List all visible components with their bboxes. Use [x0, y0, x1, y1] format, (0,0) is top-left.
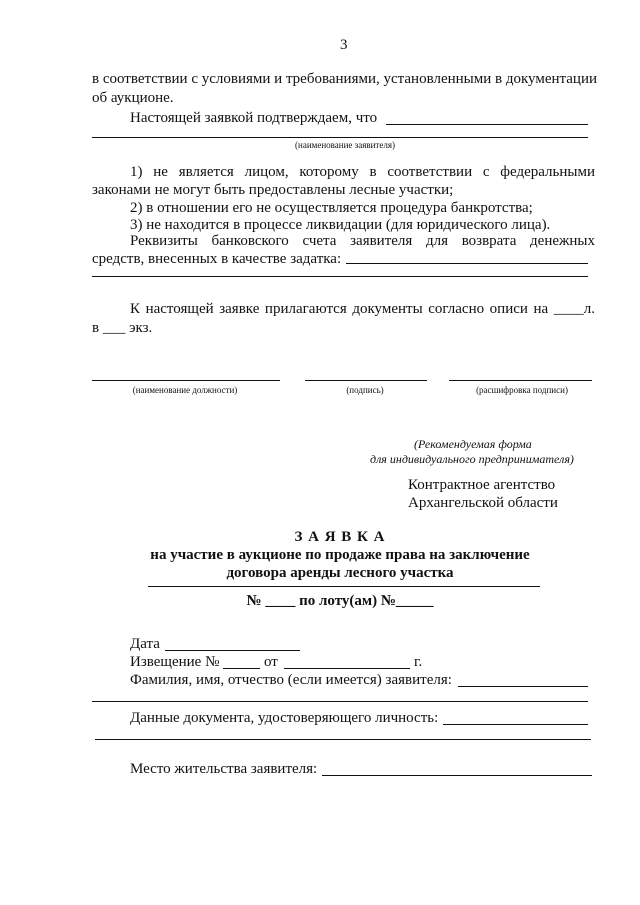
- bank-details-field[interactable]: [346, 263, 588, 264]
- form-note-line-2: для индивидуального предпринимателя): [370, 452, 574, 466]
- point-2: 2) в отношении его не осуществляется процедура банкротства;: [130, 200, 533, 216]
- position-caption: (наименование должности): [132, 385, 238, 395]
- residence-label: Место жительства заявителя:: [130, 761, 318, 777]
- application-subtitle-1: на участие в аукционе по продаже права на заключение: [150, 547, 530, 563]
- fio-field[interactable]: [458, 686, 588, 687]
- date-label: Дата: [130, 636, 160, 652]
- notice-date-field[interactable]: [284, 668, 410, 669]
- point-1-line-1: 1) не является лицом, которому в соответствии с федеральными: [130, 164, 595, 180]
- bank-line-1: Реквизиты банковского счета заявителя для возврата денежных: [130, 233, 595, 249]
- point-1-line-2: законами не могут быть предоставлены лесные участки;: [92, 182, 454, 198]
- id-document-label: Данные документа, удостоверяющего личность:: [130, 710, 439, 726]
- continuation-line-2: об аукционе.: [92, 90, 174, 106]
- addressee-line-1: Контрактное агентство: [408, 477, 556, 493]
- fio-field-line-2[interactable]: [92, 701, 588, 702]
- bank-details-field-line-2[interactable]: [92, 276, 588, 277]
- decoding-caption: (расшифровка подписи): [476, 385, 568, 395]
- fio-label: Фамилия, имя, отчество (если имеется) заявителя:: [130, 672, 452, 688]
- notice-year-label: г.: [414, 654, 423, 670]
- lot-number-line: № ____ по лоту(ам) №_____: [246, 593, 434, 609]
- page-number: 3: [340, 37, 348, 53]
- signature-caption: (подпись): [346, 385, 384, 395]
- notice-label: Извещение №: [130, 654, 220, 670]
- point-3: 3) не находится в процессе ликвидации (для юридического лица).: [130, 217, 551, 233]
- lot-description-line[interactable]: [148, 586, 540, 587]
- id-document-field[interactable]: [443, 724, 588, 725]
- form-note-line-1: (Рекомендуемая форма: [414, 437, 532, 451]
- attach-line-2: в ___ экз.: [92, 320, 153, 336]
- applicant-name-field-line-2[interactable]: [92, 137, 588, 138]
- application-subtitle-2: договора аренды лесного участка: [226, 565, 454, 581]
- notice-from-label: от: [264, 654, 278, 670]
- addressee-line-2: Архангельской области: [408, 495, 558, 511]
- date-field[interactable]: [165, 650, 300, 651]
- id-document-field-line-2[interactable]: [95, 739, 591, 740]
- residence-field[interactable]: [322, 775, 592, 776]
- signature-decoding-line[interactable]: [449, 380, 592, 381]
- applicant-name-caption: (наименование заявителя): [295, 140, 395, 150]
- position-signature-line[interactable]: [92, 380, 280, 381]
- attach-line-1: К настоящей заявке прилагаются документы согласно описи на ____л.: [130, 301, 595, 317]
- applicant-name-field[interactable]: [386, 124, 588, 125]
- application-title: З А Я В К А: [294, 529, 386, 545]
- confirm-text: Настоящей заявкой подтверждаем, что: [130, 110, 378, 126]
- notice-number-field[interactable]: [223, 668, 260, 669]
- continuation-line-1: в соответствии с условиями и требованиями, установленными в документации: [92, 71, 597, 87]
- bank-line-2: средств, внесенных в качестве задатка:: [92, 251, 342, 267]
- signature-line[interactable]: [305, 380, 427, 381]
